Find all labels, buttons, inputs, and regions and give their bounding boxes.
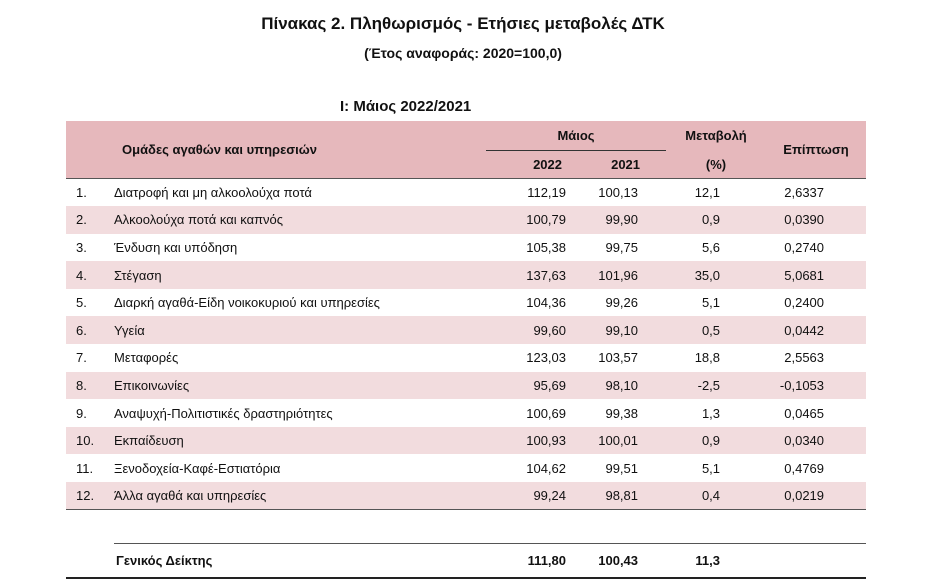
row-index: 10. bbox=[66, 427, 114, 455]
row-impact: 0,2740 bbox=[784, 239, 825, 255]
header-year-2021: 2021 bbox=[586, 151, 666, 179]
row-name: Ξενοδοχεία-Καφέ-Εστιατόρια bbox=[114, 460, 281, 476]
row-change: 1,3 bbox=[701, 405, 721, 421]
row-value-2022: 99,24 bbox=[486, 482, 586, 510]
row-name: Ένδυση και υπόδηση bbox=[114, 239, 238, 255]
reference-year-subtitle: (Έτος αναφοράς: 2020=100,0) bbox=[364, 45, 562, 61]
row-name: Επικοινωνίες bbox=[114, 372, 486, 400]
total-change: 11,3 bbox=[666, 544, 766, 578]
row-index: 5. bbox=[76, 295, 87, 311]
row-impact: 0,0219 bbox=[766, 482, 866, 510]
row-impact: 5,0681 bbox=[766, 261, 866, 289]
row-impact: 0,0340 bbox=[766, 427, 866, 455]
row-value-2022: 99,60 bbox=[486, 316, 586, 344]
row-index: 3. bbox=[76, 239, 87, 255]
row-change: 0,9 bbox=[666, 427, 766, 455]
section-heading: Ι: Μάιος 2022/2021 bbox=[340, 98, 472, 115]
row-name: Στέγαση bbox=[114, 261, 486, 289]
total-impact bbox=[766, 544, 866, 578]
row-value-2022: 95,69 bbox=[486, 372, 586, 400]
row-change: 0,4 bbox=[666, 482, 766, 510]
row-impact: -0,1053 bbox=[766, 372, 866, 400]
header-year-2022: 2022 bbox=[486, 151, 586, 179]
row-index: 1. bbox=[66, 179, 114, 207]
table-row bbox=[66, 427, 866, 455]
row-value-2022: 112,19 bbox=[486, 179, 586, 207]
row-index: 4. bbox=[66, 261, 114, 289]
row-value-2021: 99,38 bbox=[605, 405, 639, 421]
inflation-table bbox=[66, 121, 866, 579]
header-impact: Επίπτωση bbox=[766, 121, 866, 179]
row-change: 5,6 bbox=[701, 239, 721, 255]
total-2022: 111,80 bbox=[486, 544, 586, 578]
row-change: 0,5 bbox=[666, 316, 766, 344]
row-name: Άλλα αγαθά και υπηρεσίες bbox=[114, 482, 486, 510]
row-impact: 0,0390 bbox=[766, 206, 866, 234]
row-value-2022: 105,38 bbox=[526, 239, 566, 255]
row-value-2021: 100,01 bbox=[586, 427, 666, 455]
row-name: Εκπαίδευση bbox=[114, 427, 486, 455]
row-name: Διατροφή και μη αλκοολούχα ποτά bbox=[114, 179, 486, 207]
table-row bbox=[66, 261, 866, 289]
row-index: 7. bbox=[76, 350, 87, 366]
row-index: 9. bbox=[76, 405, 87, 421]
row-impact: 0,4769 bbox=[784, 460, 825, 476]
row-change: 5,1 bbox=[701, 295, 721, 311]
row-name: Αλκοολούχα ποτά και καπνός bbox=[114, 206, 486, 234]
row-change: 5,1 bbox=[701, 460, 721, 476]
header-change: Μεταβολή bbox=[666, 121, 766, 151]
row-change: 0,9 bbox=[666, 206, 766, 234]
table-row bbox=[66, 372, 866, 400]
table-row bbox=[66, 316, 866, 344]
row-impact: 0,2400 bbox=[784, 295, 825, 311]
row-index: 2. bbox=[66, 206, 114, 234]
row-value-2021: 101,96 bbox=[586, 261, 666, 289]
row-name: Υγεία bbox=[114, 316, 486, 344]
row-value-2021: 103,57 bbox=[598, 350, 639, 366]
row-change: 35,0 bbox=[666, 261, 766, 289]
table-row bbox=[66, 206, 866, 234]
row-value-2022: 137,63 bbox=[486, 261, 586, 289]
row-change: 12,1 bbox=[666, 179, 766, 207]
row-value-2022: 123,03 bbox=[526, 350, 566, 366]
table-row bbox=[66, 179, 866, 207]
header-change-unit: (%) bbox=[666, 151, 766, 179]
row-change: 18,8 bbox=[694, 350, 721, 366]
row-impact: 2,5563 bbox=[784, 350, 825, 366]
row-value-2021: 98,81 bbox=[586, 482, 666, 510]
row-index: 11. bbox=[76, 460, 94, 476]
table-row bbox=[66, 344, 866, 372]
row-value-2021: 98,10 bbox=[586, 372, 666, 400]
spacer-row bbox=[66, 510, 866, 544]
row-value-2021: 99,10 bbox=[586, 316, 666, 344]
row-value-2022: 100,93 bbox=[486, 427, 586, 455]
row-value-2021: 99,75 bbox=[605, 239, 639, 255]
row-name: Αναψυχή-Πολιτιστικές δραστηριότητες bbox=[114, 405, 333, 421]
row-index: 8. bbox=[66, 372, 114, 400]
row-value-2022: 100,79 bbox=[486, 206, 586, 234]
table-row bbox=[66, 454, 866, 482]
row-name: Μεταφορές bbox=[114, 350, 179, 366]
table-row bbox=[66, 289, 866, 317]
row-value-2021: 99,90 bbox=[586, 206, 666, 234]
row-value-2022: 104,62 bbox=[526, 460, 566, 476]
row-value-2021: 99,51 bbox=[605, 460, 639, 476]
row-value-2022: 104,36 bbox=[526, 295, 566, 311]
table-row bbox=[66, 399, 866, 427]
row-value-2021: 99,26 bbox=[605, 295, 639, 311]
header-groups: Ομάδες αγαθών και υπηρεσιών bbox=[66, 121, 486, 179]
row-impact: 0,0442 bbox=[766, 316, 866, 344]
table-row bbox=[66, 482, 866, 510]
table-body bbox=[66, 179, 866, 510]
row-index: 12. bbox=[66, 482, 114, 510]
row-impact: 2,6337 bbox=[766, 179, 866, 207]
row-impact: 0,0465 bbox=[784, 405, 825, 421]
row-value-2021: 100,13 bbox=[586, 179, 666, 207]
row-value-2022: 100,69 bbox=[526, 405, 566, 421]
row-change: -2,5 bbox=[666, 372, 766, 400]
header-month: Μάιος bbox=[486, 121, 666, 151]
row-name: Διαρκή αγαθά-Είδη νοικοκυριού και υπηρεσίες bbox=[114, 295, 380, 311]
total-label: Γενικός Δείκτης bbox=[114, 544, 486, 578]
table-row bbox=[66, 234, 866, 262]
total-2021: 100,43 bbox=[586, 544, 666, 578]
table-title: Πίνακας 2. Πληθωρισμός - Ετήσιες μεταβολές ΔΤΚ bbox=[261, 14, 665, 33]
total-row bbox=[66, 544, 866, 578]
row-index: 6. bbox=[66, 316, 114, 344]
